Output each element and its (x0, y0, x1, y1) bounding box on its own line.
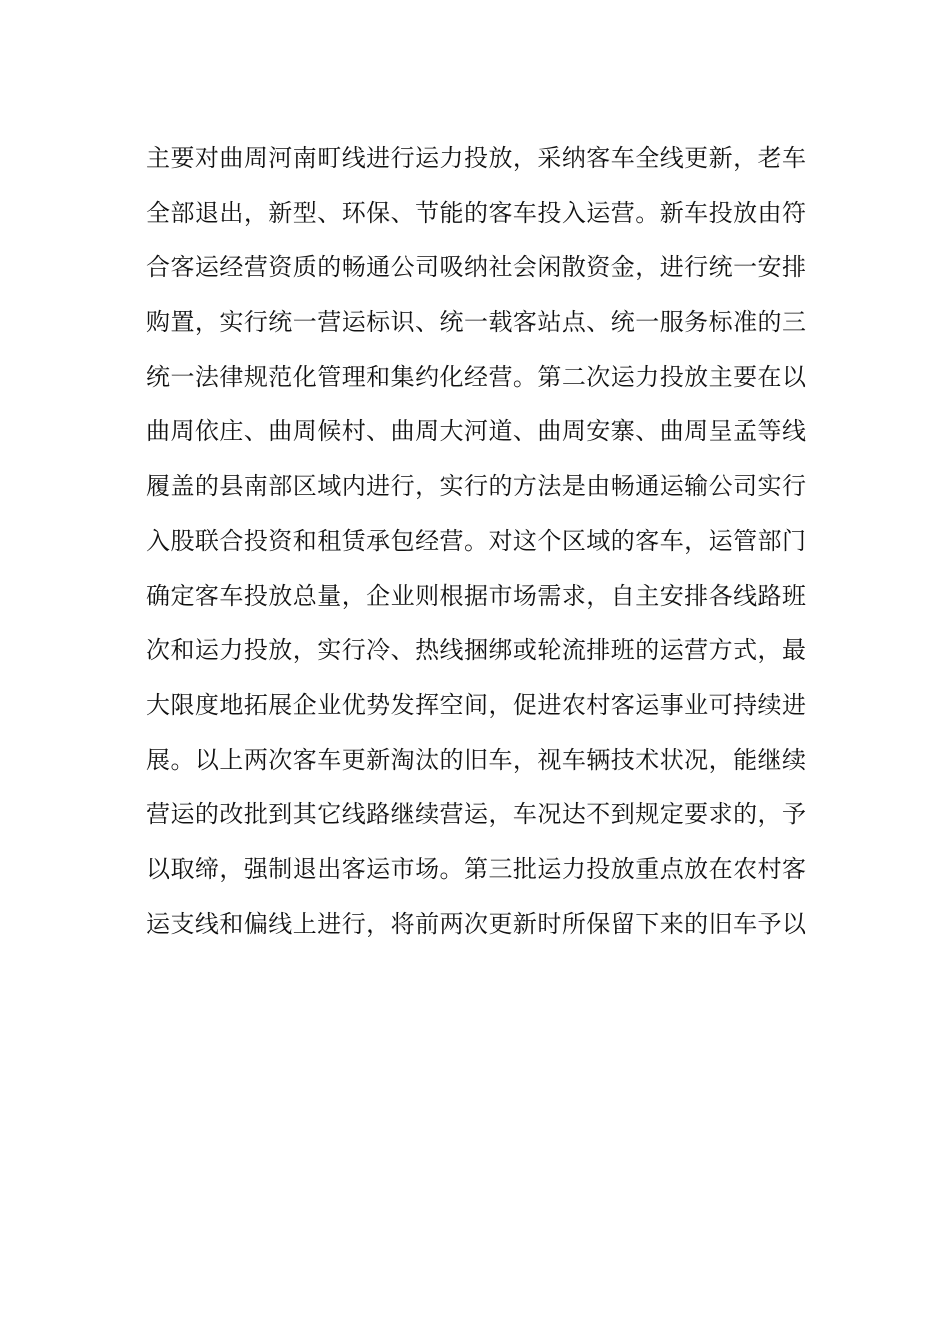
text-line: 全部退出，新型、环保、节能的客车投入运营。新车投放由符 (146, 198, 806, 227)
text-line: 主要对曲周河南町线进行运力投放，采纳客车全线更新，老车 (146, 144, 806, 172)
text-line: 运支线和偏线上进行，将前两次更新时所保留下来的旧车予以 (146, 909, 806, 938)
text-line: 履盖的县南部区域内进行，实行的方法是由畅通运输公司实行 (146, 472, 806, 501)
text-line: 次和运力投放，实行冷、热线捆绑或轮流排班的运营方式，最 (146, 636, 806, 665)
text-line: 确定客车投放总量，企业则根据市场需求，自主安排各线路班 (146, 581, 806, 610)
text-line: 展。以上两次客车更新淘汰的旧车，视车辆技术状况，能继续 (146, 745, 806, 774)
text-line: 营运的改批到其它线路继续营运，车况达不到规定要求的，予 (146, 800, 806, 829)
text-line: 入股联合投资和租赁承包经营。对这个区域的客车，运管部门 (146, 526, 806, 555)
text-line: 大限度地拓展企业优势发挥空间，促进农村客运事业可持续进 (146, 690, 806, 719)
text-line: 合客运经营资质的畅通公司吸纳社会闲散资金，进行统一安排 (146, 253, 806, 282)
text-line: 统一法律规范化管理和集约化经营。第二次运力投放主要在以 (146, 362, 806, 391)
text-line: 以取缔，强制退出客运市场。第三批运力投放重点放在农村客 (146, 854, 806, 883)
body-paragraph (146, 131, 806, 951)
text-line: 曲周依庄、曲周候村、曲周大河道、曲周安寨、曲周呈孟等线 (146, 417, 806, 446)
text-line: 购置，实行统一营运标识、统一载客站点、统一服务标准的三 (146, 308, 806, 337)
